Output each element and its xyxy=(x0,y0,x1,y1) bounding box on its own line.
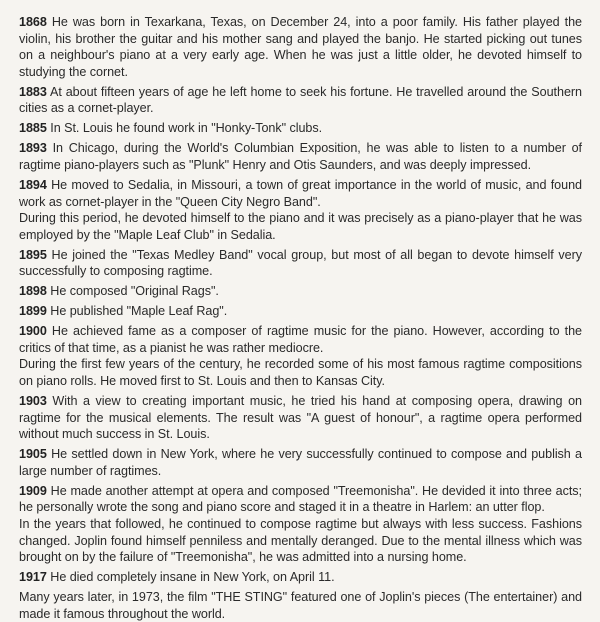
entry-paragraph xyxy=(19,446,582,479)
closing-note xyxy=(19,589,582,622)
entry-text: At about fifteen years of age he left home to seek his fortune. He travelled around the Southern cities as a cornet-player. xyxy=(19,84,582,116)
entry-text: He published "Maple Leaf Rag". xyxy=(46,304,228,319)
timeline xyxy=(19,14,582,622)
entry-paragraph xyxy=(19,356,582,389)
timeline-entry xyxy=(19,14,582,80)
entry-year: 1895 xyxy=(19,247,47,262)
entry-year: 1898 xyxy=(19,284,47,299)
entry-text: He settled down in New York, where he very successfully continued to compose and publish a large number of ragtimes. xyxy=(19,447,582,478)
entry-paragraph xyxy=(19,303,582,320)
entry-text: He achieved fame as a composer of ragtime music for the piano. However, according to the critics of that time, as a pianist he was rather mediocre. xyxy=(19,324,582,355)
entry-text: He moved to Sedalia, in Missouri, a town of great importance in the world of music, and found work as cornet-player in the "Queen City Negro Band". xyxy=(19,177,582,209)
entry-year: 1903 xyxy=(19,393,47,408)
entry-year: 1885 xyxy=(19,121,47,136)
timeline-entry xyxy=(19,303,582,320)
entry-year: 1893 xyxy=(19,141,47,156)
entry-text: He was born in Texarkana, Texas, on December 24, into a poor family. His father played the violin, his brother the guitar and his mother sang and played the banjo. He started picking out tunes on a neighbour's piano at a very early age. When he was just a little older, he devoted himself to studying the cornet. xyxy=(19,15,582,79)
entry-year: 1868 xyxy=(19,15,47,29)
entry-year: 1894 xyxy=(19,177,47,192)
entry-year: 1883 xyxy=(19,84,47,99)
timeline-entry xyxy=(19,283,582,300)
timeline-entry xyxy=(19,323,582,389)
entry-paragraph xyxy=(19,393,582,443)
entry-text: During the first few years of the century, he recorded some of his most famous ragtime compositions on piano rolls. He moved first to St. Louis and then to Kansas City. xyxy=(19,357,582,388)
entry-year: 1909 xyxy=(19,483,47,498)
entry-year: 1899 xyxy=(19,304,47,319)
entry-paragraph xyxy=(19,516,582,566)
timeline-entry xyxy=(19,84,582,117)
timeline-entry xyxy=(19,483,582,566)
entry-paragraph xyxy=(19,140,582,173)
entry-text: He composed "Original Rags". xyxy=(46,284,219,299)
entry-paragraph xyxy=(19,210,582,243)
entry-paragraph xyxy=(19,84,582,117)
entry-year: 1917 xyxy=(19,570,47,585)
entry-paragraph xyxy=(19,323,582,356)
entry-paragraph xyxy=(19,177,582,210)
entry-year: 1900 xyxy=(19,324,47,339)
entry-text: During this period, he devoted himself to the piano and it was precisely as a piano-player that he was employed by the "Maple Leaf Club" in Sedalia. xyxy=(19,211,582,242)
entry-year: 1905 xyxy=(19,447,47,462)
entry-paragraph xyxy=(19,247,582,280)
entry-text: He made another attempt at opera and composed "Treemonisha". He devided it into three acts; he personally wrote the song and piano score and staged it in a theatre in Harlem: an utter flop. xyxy=(19,483,582,515)
entry-paragraph xyxy=(19,589,582,622)
entry-paragraph xyxy=(19,569,582,586)
entry-paragraph xyxy=(19,14,582,80)
entry-paragraph xyxy=(19,483,582,516)
timeline-entry xyxy=(19,247,582,280)
timeline-entry xyxy=(19,140,582,173)
timeline-entry xyxy=(19,446,582,479)
timeline-entry xyxy=(19,120,582,137)
entry-text: In St. Louis he found work in "Honky-Tonk" clubs. xyxy=(46,121,323,136)
timeline-entry xyxy=(19,393,582,443)
entry-paragraph xyxy=(19,120,582,137)
entry-text: Many years later, in 1973, the film "THE STING" featured one of Joplin's pieces (The entertainer) and made it famous throughout the world. xyxy=(19,590,582,621)
entry-text: He died completely insane in New York, on April 11. xyxy=(46,570,335,585)
entry-text: With a view to creating important music, he tried his hand at composing opera, drawing on ragtime for the musical elements. The result was "A guest of honour", a ragtime opera performed without much success in St. Louis. xyxy=(19,393,582,442)
timeline-entry xyxy=(19,569,582,586)
entry-paragraph xyxy=(19,283,582,300)
timeline-entry xyxy=(19,177,582,243)
entry-text: In the years that followed, he continued to compose ragtime but always with less success. Fashions changed. Joplin found himself penniless and mentally deranged. Due to the mental illness which was brought on by the failure of "Treemonisha", he was admitted into a nursing home. xyxy=(19,516,582,565)
entry-text: In Chicago, during the World's Columbian Exposition, he was able to listen to a number of ragtime piano-players such as "Plunk" Henry and Otis Saunders, and was deeply impressed. xyxy=(19,141,582,172)
entry-text: He joined the "Texas Medley Band" vocal group, but most of all began to devote himself very successfully to composing ragtime. xyxy=(19,247,582,279)
